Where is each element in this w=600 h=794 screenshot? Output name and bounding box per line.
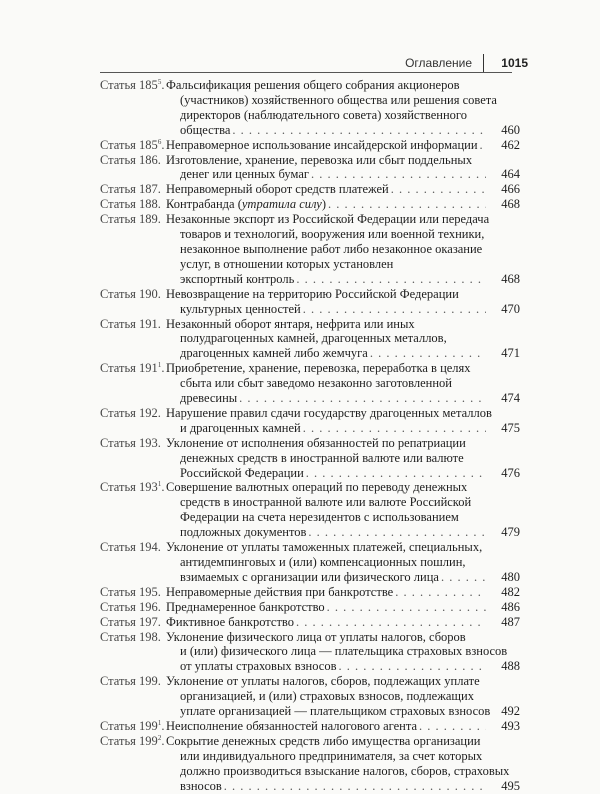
article-label: Статья $185^6$. [100, 137, 165, 152]
article-label: Статья $193^1$. [100, 480, 165, 495]
toc-entry[interactable] [100, 153, 520, 183]
toc-entry[interactable] [100, 78, 520, 138]
entry-title-line: Неисполнение обязанностей налогового агента . . . 493 [166, 719, 488, 734]
page-number[interactable]: 471 [501, 346, 520, 361]
page-number[interactable]: 493 [501, 718, 520, 733]
entry-title-line: общества . . . 460 [166, 123, 488, 138]
entry-title-line: Уклонение физического лица от уплаты налогов, сборов [166, 629, 466, 644]
dot-leader [395, 585, 486, 600]
entry-title-line: и драгоценных камней . . . 475 [166, 421, 488, 436]
entry-title-line: незаконное выполнение работ либо незаконное оказание [180, 241, 483, 256]
page-number[interactable]: 462 [501, 137, 520, 152]
toc-entry[interactable] [100, 182, 520, 197]
article-superscript: 5 [157, 78, 162, 86]
article-label: Статья $199^2$. [100, 733, 165, 748]
page-number[interactable]: 486 [501, 599, 520, 614]
article-superscript: 1 [157, 718, 162, 727]
article-label: Статья 188. [100, 197, 161, 212]
page-number[interactable]: 468 [501, 197, 520, 212]
page-number[interactable]: 475 [501, 420, 520, 435]
dot-leader [306, 466, 486, 481]
dot-leader [328, 197, 486, 212]
article-label: Статья $185^5$. [100, 78, 165, 92]
toc-entry[interactable] [100, 361, 520, 406]
toc-entry[interactable] [100, 436, 520, 481]
toc-entry[interactable] [100, 734, 520, 794]
toc-entry[interactable] [100, 630, 520, 675]
entry-title-line: Сокрытие денежных средств либо имущества организации [166, 733, 481, 748]
page-number[interactable]: 474 [501, 391, 520, 406]
entry-title-line: Уклонение от исполнения обязанностей по репатриации [166, 435, 466, 450]
entry-title-line: уплате организацией — плательщиком страховых взносов 492 [180, 704, 520, 719]
entry-title-line: (участников) хозяйственного общества или решения совета [180, 92, 497, 107]
entry-title-line: подложных документов . . . 479 [166, 525, 488, 540]
article-label: Статья $191^1$. [100, 361, 165, 376]
toc-entry[interactable] [100, 600, 520, 615]
page-number[interactable]: 464 [501, 167, 520, 182]
entry-title-line: Незаконные экспорт из Российской Федерации или передача [166, 212, 490, 227]
entry-title-line: Федерации на счета нерезидентов с использованием [180, 510, 459, 525]
article-label: Статья 189. [100, 212, 161, 227]
toc-entry[interactable] [100, 480, 520, 540]
toc-entry[interactable] [100, 540, 520, 585]
entry-title-line: Уклонение от уплаты налогов, сборов, подлежащих уплате [166, 674, 480, 689]
dot-leader [391, 182, 486, 197]
article-label: Статья 192. [100, 405, 161, 420]
article-label: Статья 198. [100, 629, 161, 644]
page-number[interactable]: 487 [501, 614, 520, 629]
entry-title-line: Совершение валютных операций по переводу денежных [166, 480, 468, 495]
toc-entry[interactable] [100, 406, 520, 436]
dot-leader [296, 272, 486, 287]
dot-leader [224, 779, 486, 794]
entry-title-line: драгоценных камней либо жемчуга . . . 471 [166, 346, 488, 361]
page-number[interactable]: 479 [501, 525, 520, 540]
entry-title-line: денежных средств в иностранной валюте или валюте [180, 450, 464, 465]
page-number[interactable]: 470 [501, 301, 520, 316]
entry-title-line: антидемпинговых и (или) компенсационных пошлин, [180, 555, 466, 569]
entry-title-line: Фальсификация решения общего собрания акционеров [166, 78, 460, 92]
dot-leader [339, 659, 486, 674]
dot-leader [296, 615, 486, 630]
header-section-title: Оглавление [405, 56, 472, 70]
dot-leader [311, 167, 486, 182]
toc-entry[interactable] [100, 287, 520, 317]
header-page-number: 1015 [501, 56, 528, 70]
dot-leader [232, 123, 486, 138]
page-number[interactable]: 482 [501, 584, 520, 599]
dot-leader [480, 138, 486, 153]
entry-title-line: Нарушение правил сдачи государству драгоценных металлов [166, 405, 492, 420]
toc-entry[interactable] [100, 719, 520, 734]
entry-title-line: Российской Федерации . . . 476 [166, 466, 488, 481]
article-label: Статья 197. [100, 614, 161, 629]
dot-leader [308, 525, 486, 540]
article-label: Статья 190. [100, 286, 161, 301]
entry-title-line: экспортный контроль . . . 468 [166, 272, 488, 287]
page-number[interactable]: 460 [501, 122, 520, 137]
table-of-contents [100, 78, 520, 794]
entry-title-line: Приобретение, хранение, перевозка, переработка в целях [166, 361, 471, 376]
entry-title-line: Преднамеренное банкротство . . . 486 [166, 600, 488, 615]
entry-title-line: культурных ценностей . . . 470 [166, 302, 488, 317]
entry-title-line: взносов . . . 495 [166, 779, 488, 794]
entry-title-line: Изготовление, хранение, перевозка или сбыт поддельных [166, 152, 473, 167]
page-number[interactable]: 466 [501, 182, 520, 197]
entry-title-line: средств в иностранной валюте или валюте Российской [180, 495, 472, 510]
toc-entry[interactable] [100, 585, 520, 600]
article-label: Статья 191. [100, 316, 161, 331]
toc-entry[interactable] [100, 674, 520, 719]
toc-entry[interactable] [100, 212, 520, 287]
entry-title-line: и (или) физического лица — плательщика страховых взносов [180, 644, 508, 659]
article-superscript: 2 [157, 733, 162, 742]
page-number[interactable]: 488 [501, 659, 520, 674]
dot-leader [370, 346, 486, 361]
entry-title-line: Фиктивное банкротство . . . 487 [166, 615, 488, 630]
entry-title-line: Уклонение от уплаты таможенных платежей, специальных, [166, 540, 483, 555]
entry-title-line: директоров (наблюдательного совета) хозяйственного [180, 107, 467, 122]
article-label: Статья 194. [100, 540, 161, 555]
dot-leader [239, 391, 486, 406]
header-rule [100, 72, 512, 73]
toc-entry[interactable] [100, 615, 520, 630]
entry-title-line: денег или ценных бумаг . . . 464 [166, 167, 488, 182]
article-label: Статья 193. [100, 435, 161, 450]
article-label: Статья $199^1$. [100, 718, 165, 733]
entry-title-line: Незаконный оборот янтаря, нефрита или иных [166, 316, 415, 331]
entry-title-line: Контрабанда (утратила силу) . . . 468 [166, 197, 488, 212]
article-label: Статья 195. [100, 584, 161, 599]
page-number[interactable]: 492 [501, 704, 520, 719]
entry-title-line: Неправомерный оборот средств платежей . . . 466 [166, 182, 488, 197]
dot-leader [327, 600, 486, 615]
entry-title-line: товаров и технологий, вооружения или военной техники, [180, 227, 485, 242]
page-number[interactable]: 495 [501, 778, 520, 793]
dot-leader [303, 302, 486, 317]
article-label: Статья 187. [100, 182, 161, 197]
article-label: Статья 196. [100, 599, 161, 614]
entry-title-line: организацией, и (или) страховых взносов, подлежащих [180, 689, 474, 704]
entry-title-line: полудрагоценных камней, драгоценных металлов, [180, 331, 447, 346]
entry-title-line: от уплаты страховых взносов . . . 488 [166, 659, 488, 674]
header-separator [483, 54, 484, 72]
entry-title-line: Неправомерное использование инсайдерской информации . . . 462 [166, 138, 488, 153]
entry-title-line: Невозвращение на территорию Российской Федерации [166, 286, 459, 301]
dot-leader [441, 570, 486, 585]
entry-title-line: Неправомерные действия при банкротстве . . . 482 [166, 585, 488, 600]
article-label: Статья 186. [100, 152, 161, 167]
entry-title-line: услуг, в отношении которых установлен [180, 256, 394, 271]
running-header [340, 56, 528, 72]
toc-entry[interactable] [100, 138, 520, 153]
article-label: Статья 199. [100, 674, 161, 689]
toc-entry[interactable] [100, 197, 520, 212]
article-superscript: 1 [157, 480, 162, 489]
article-superscript: 1 [157, 361, 162, 370]
dot-leader [419, 719, 486, 734]
toc-entry[interactable] [100, 317, 520, 362]
entry-title-line: должно производиться взыскание налогов, сборов, страховых [180, 763, 510, 778]
dot-leader [303, 421, 486, 436]
page-number[interactable]: 480 [501, 569, 520, 584]
entry-title-line: или индивидуального предпринимателя, за счет которых [180, 748, 483, 763]
entry-title-line: древесины . . . 474 [166, 391, 488, 406]
page-number[interactable]: 476 [501, 465, 520, 480]
entry-title-line: сбыта или сбыт заведомо незаконно заготовленной [180, 376, 452, 391]
entry-title-line: взимаемых с организации или физического лица . . . 480 [166, 570, 488, 585]
page-number[interactable]: 468 [501, 271, 520, 286]
article-superscript: 6 [157, 137, 162, 146]
